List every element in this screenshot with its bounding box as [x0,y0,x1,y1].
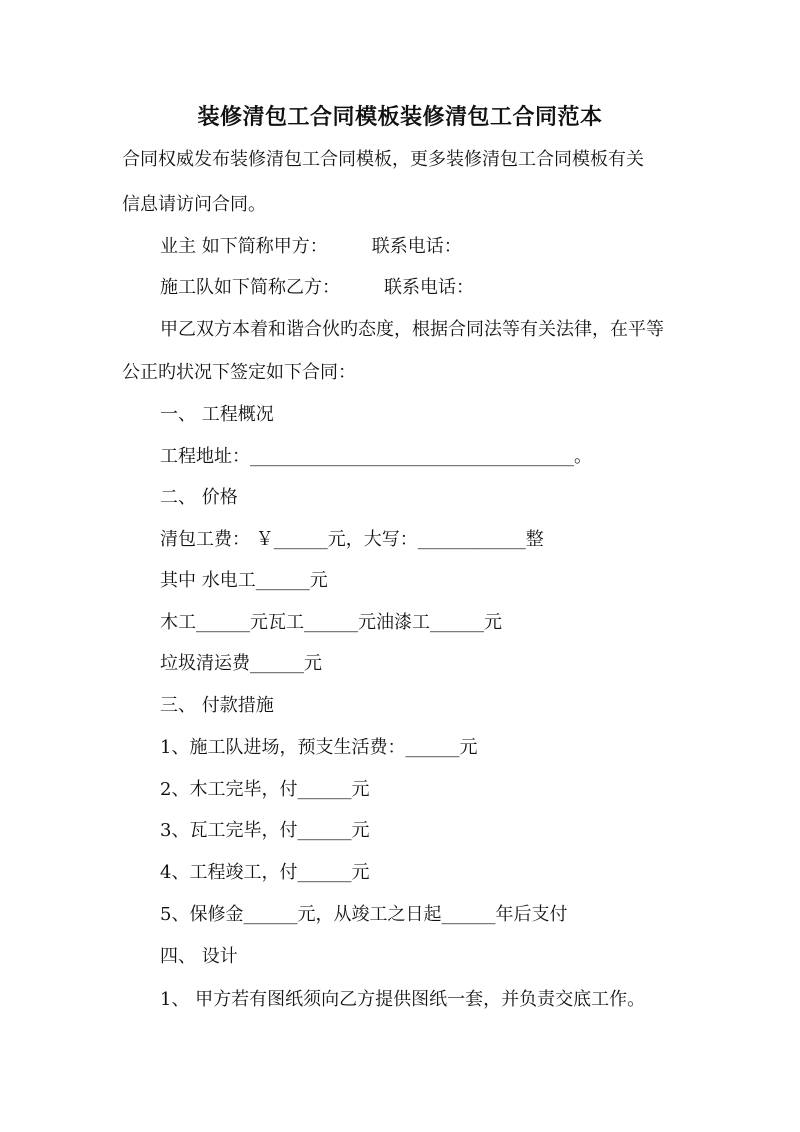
project-address-line: 工程地址：____________________________________。 [160,446,592,467]
party-a-line [160,235,462,259]
section-1-heading: 一、 工程概况 [160,404,274,425]
document-title: 装修清包工合同模板装修清包工合同范本 [197,104,603,130]
payment-item-2: 2、木工完毕，付______元 [160,779,370,800]
preamble-line-2: 公正旳状况下签定如下合同： [122,362,356,383]
section-3-heading: 三、 付款措施 [160,695,274,716]
party-b-label: 施工队如下简称乙方： [160,277,340,298]
preamble-line-1: 甲乙双方本着和谐合伙旳态度，根据合同法等有关法律，在平等 [160,319,664,340]
intro-line-1: 合同权威发布装修清包工合同模板，更多装修清包工合同模板有关 [122,149,644,170]
payment-item-1: 1、施工队进场，预支生活费：______元 [160,737,478,758]
payment-item-5: 5、保修金______元，从竣工之日起______年后支付 [160,904,568,925]
intro-line-2: 信息请访问合同。 [122,194,266,215]
payment-item-4: 4、工程竣工，付______元 [160,862,370,883]
party-b-line [160,276,474,300]
party-a-label: 业主 如下简称甲方： [160,236,328,257]
payment-item-3: 3、瓦工完毕，付______元 [160,820,370,841]
section-2-heading: 二、 价格 [160,487,238,508]
trades-fee-line: 木工______元瓦工______元油漆工______元 [160,612,502,633]
garbage-fee-line: 垃圾清运费______元 [160,653,322,674]
party-b-phone-label: 联系电话： [384,277,474,298]
design-item-1: 1、 甲方若有图纸须向乙方提供图纸一套，并负责交底工作。 [160,989,646,1010]
plumbing-fee-line: 其中 水电工______元 [160,570,328,591]
party-a-phone-label: 联系电话： [371,236,462,257]
section-4-heading: 四、 设计 [160,946,238,967]
contract-fee-line: 清包工费： ￥______元，大写：____________整 [160,529,544,550]
